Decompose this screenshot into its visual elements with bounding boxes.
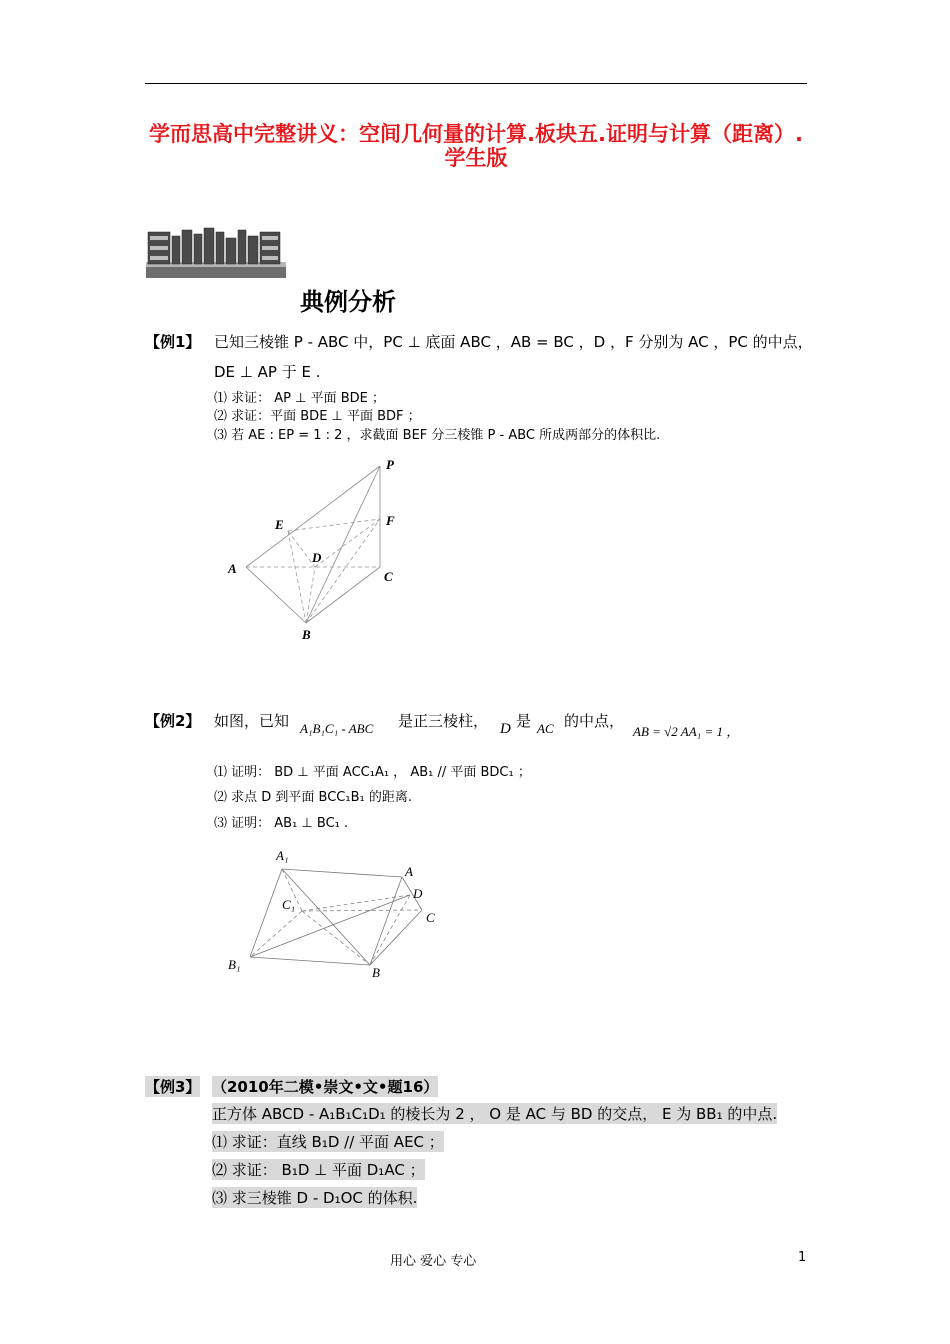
point-label-B: B (302, 627, 311, 642)
example-2-figure (220, 845, 450, 980)
point-label-C: C (426, 910, 435, 925)
point-label-C1: C₁ (282, 897, 296, 912)
point-label-A: A (405, 864, 413, 879)
example-3-question-1: ⑴ 求证：直线 B₁D // 平面 AEC ； (212, 1133, 444, 1151)
example-2-text-e: 是 (516, 712, 532, 730)
point-label-D: D (413, 886, 423, 901)
example-3-source: （2010年二模•崇文•文•题16） (212, 1078, 439, 1096)
example-1-figure (220, 455, 410, 645)
example-2-text-d: D (500, 721, 511, 737)
example-2-question-3: ⑶ 证明： AB₁ ⊥ BC₁ . (214, 816, 349, 831)
example-3-label: 【例3】 (145, 1078, 201, 1096)
point-label-P: P (386, 457, 394, 472)
point-label-E: E (275, 517, 284, 532)
books-logo-icon (142, 226, 290, 280)
example-3-question-3: ⑶ 求三棱锥 D - D₁OC 的体积. (212, 1189, 418, 1207)
header-rule (145, 83, 807, 84)
example-3-question-2: ⑵ 求证： B₁D ⊥ 平面 D₁AC ； (212, 1161, 425, 1179)
example-1-question-3: ⑶ 若 AE : EP = 1 : 2 ，求截面 BEF 分三棱锥 P - ABC 所成两部分的体积比. (214, 428, 661, 443)
example-2-question-1: ⑴ 证明： BD ⊥ 平面 ACC₁A₁ ， AB₁ // 平面 BDC₁ ； (214, 765, 531, 780)
point-label-A1: A₁ (276, 848, 289, 863)
example-1-line1: 已知三棱锥 P - ABC 中，PC ⊥ 底面 ABC ，AB = BC ，D ，F 分别为 AC ，PC 的中点， (214, 333, 813, 351)
point-label-A: A (228, 561, 237, 576)
example-2-question-2: ⑵ 求点 D 到平面 BCC₁B₁ 的距离. (214, 790, 412, 805)
document-title: 学而思高中完整讲义：空间几何量的计算.板块五.证明与计算（距离）.学生版 (149, 122, 803, 170)
example-2-text-g: 的中点， (564, 712, 625, 730)
example-2-text-a: 如图，已知 (214, 712, 290, 730)
point-label-B: B (372, 965, 380, 980)
section-title: 典例分析 (300, 288, 396, 316)
point-label-F: F (386, 513, 395, 528)
point-label-C: C (384, 569, 393, 584)
footer-motto: 用心 爱心 专心 (390, 1254, 477, 1269)
example-1-line2: DE ⊥ AP 于 E . (214, 363, 321, 381)
point-label-D: D (312, 550, 322, 565)
example-3-line1: 正方体 ABCD - A₁B₁C₁D₁ 的棱长为 2 ， O 是 AC 与 BD 的交点， E 为 BB₁ 的中点. (212, 1105, 778, 1123)
example-2-text-b: A₁B₁C₁ - ABC (300, 721, 374, 736)
example-2-text-c: 是正三棱柱， (398, 712, 489, 730)
example-2-label: 【例2】 (145, 712, 201, 730)
point-label-B1: B₁ (228, 957, 241, 972)
example-1-label: 【例1】 (145, 333, 201, 351)
example-2-text-f: AC (537, 721, 554, 736)
example-1-question-2: ⑵ 求证：平面 BDE ⊥ 平面 BDF ； (214, 409, 421, 424)
example-2-text-h: AB = √2 AA₁ = 1 ， (633, 724, 740, 739)
example-1-question-1: ⑴ 求证： AP ⊥ 平面 BDE ； (214, 391, 385, 406)
page-number: 1 (798, 1250, 807, 1265)
